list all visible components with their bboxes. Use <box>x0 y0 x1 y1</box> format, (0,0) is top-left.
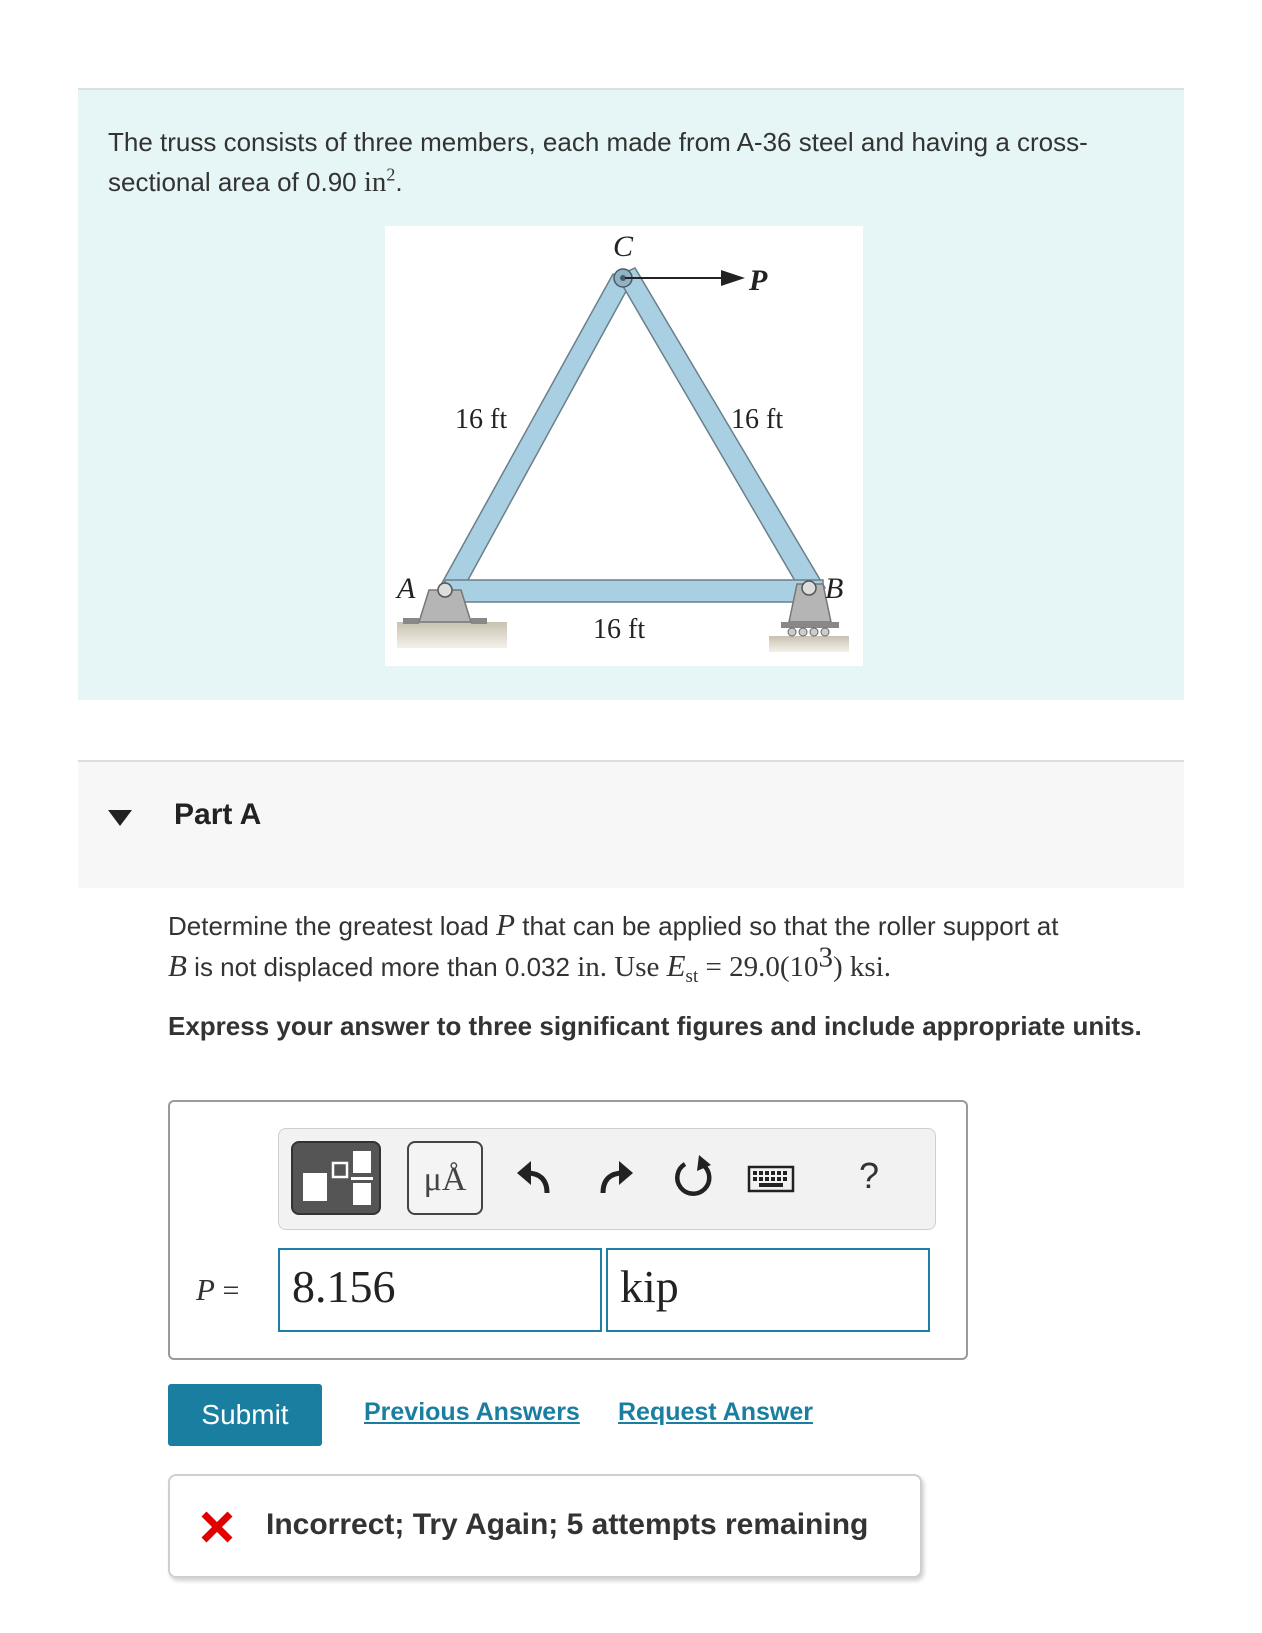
problem-statement <box>78 88 1184 700</box>
units-button[interactable]: μÅ <box>407 1141 483 1215</box>
unit-input[interactable]: kip <box>606 1248 930 1332</box>
label-a: A <box>397 572 416 605</box>
roller-3 <box>810 628 818 636</box>
label-c: C <box>613 230 634 263</box>
templates-button[interactable] <box>291 1141 381 1215</box>
undo-icon[interactable] <box>505 1149 565 1209</box>
label-length-right: 16 ft <box>731 404 784 435</box>
roller-4 <box>821 628 829 636</box>
ground-a <box>397 622 507 648</box>
member-bc <box>617 268 825 598</box>
answer-variable-label: P = <box>196 1272 240 1307</box>
member-ac <box>437 274 630 600</box>
label-length-left: 16 ft <box>455 404 508 435</box>
bolt-a-right <box>471 618 487 624</box>
reset-icon[interactable] <box>663 1149 723 1209</box>
roller-plate <box>781 622 839 628</box>
pin-b <box>802 581 816 595</box>
label-b: B <box>825 572 844 605</box>
pin-a <box>438 583 452 597</box>
load-arrow-head <box>721 270 745 286</box>
bolt-a-left <box>403 618 419 624</box>
roller-1 <box>788 628 796 636</box>
part-title: Part A <box>174 798 262 831</box>
truss-figure <box>385 226 863 666</box>
math-toolbar <box>278 1128 936 1230</box>
member-ab <box>445 580 823 602</box>
instruction-text: Express your answer to three significant figures and include appropriate units. <box>168 1011 1142 1041</box>
redo-icon[interactable] <box>585 1149 645 1209</box>
collapse-caret-icon[interactable] <box>108 810 132 826</box>
question-text: Determine the greatest load P that can be applied so that the roller support at B is not displaced more than 0.032 in. Use $E_{st} = 29.0(10^3)$ ksi. <box>168 907 1059 988</box>
truss-diagram <box>385 226 863 666</box>
previous-answers-link[interactable]: Previous Answers <box>364 1398 580 1426</box>
ground-b <box>769 636 849 652</box>
fraction-template-icon <box>293 1143 379 1213</box>
request-answer-link[interactable]: Request Answer <box>618 1398 813 1426</box>
label-p: P <box>749 264 768 297</box>
value-input[interactable]: 8.156 <box>278 1248 602 1332</box>
help-button[interactable]: ? <box>859 1155 880 1196</box>
keyboard-icon[interactable] <box>747 1149 795 1209</box>
feedback-box <box>168 1474 922 1578</box>
incorrect-x-icon <box>200 1510 234 1544</box>
answer-box <box>168 1100 968 1360</box>
part-a-header[interactable] <box>78 760 1184 888</box>
submit-button[interactable]: Submit <box>168 1384 322 1446</box>
intro-text: The truss consists of three members, each made from A-36 steel and having a cross-sectional area of 0.90 $in^2$. <box>108 127 1088 198</box>
area-unit: $in^2$ <box>363 164 396 198</box>
label-length-bottom: 16 ft <box>593 614 646 645</box>
feedback-message: Incorrect; Try Again; 5 attempts remaining <box>266 1508 869 1541</box>
roller-2 <box>799 628 807 636</box>
